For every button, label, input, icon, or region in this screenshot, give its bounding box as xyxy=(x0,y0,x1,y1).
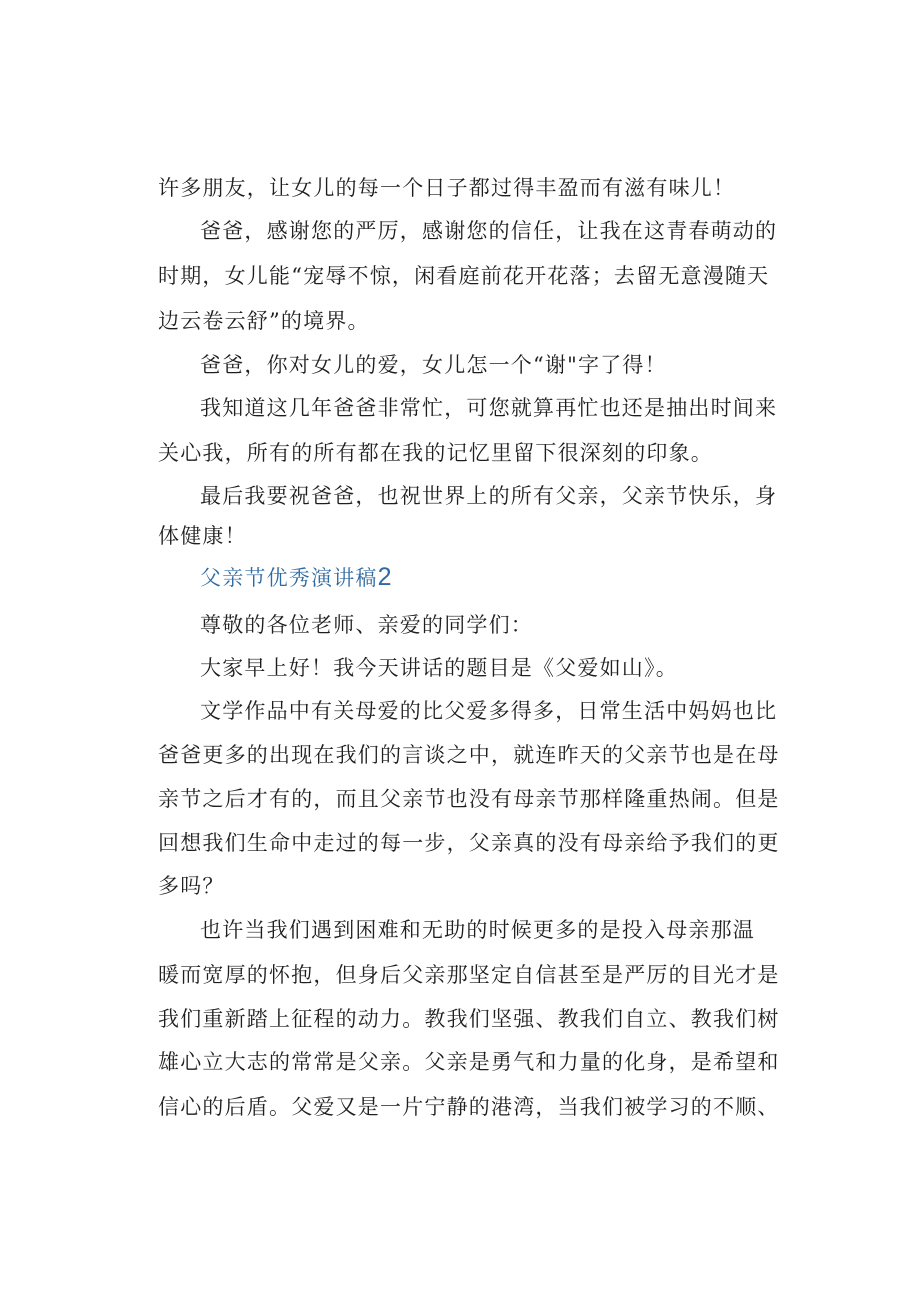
body-line: 许多朋友，让女儿的每一个日子都过得丰盈而有滋有味儿！ xyxy=(158,176,736,200)
paragraph-start-line: 爸爸，感谢您的严厉，感谢您的信任，让我在这青春萌动的 xyxy=(200,219,778,243)
body-line: 关心我，所有的所有都在我的记忆里留下很深刻的印象。 xyxy=(158,441,713,465)
paragraph-start-line: 文学作品中有关母爱的比父爱多得多，日常生活中妈妈也比 xyxy=(200,699,778,723)
body-line: 我们重新踏上征程的动力。教我们坚强、教我们自立、教我们树 xyxy=(158,1007,780,1031)
paragraph-start-line: 大家早上好！我今天讲话的题目是《父爱如山》。 xyxy=(200,656,678,680)
body-line: 信心的后盾。父爱又是一片宁静的港湾，当我们被学习的不顺、 xyxy=(158,1095,780,1119)
body-line: 爸爸更多的出现在我们的言谈之中，就连昨天的父亲节也是在母 xyxy=(158,743,780,767)
body-line: 亲节之后才有的，而且父亲节也没有母亲节那样隆重热闹。但是 xyxy=(158,787,780,811)
paragraph-start-line: 我知道这几年爸爸非常忙，可您就算再忙也还是抽出时间来 xyxy=(200,396,778,420)
paragraph-start-line: 最后我要祝爸爸，也祝世界上的所有父亲，父亲节快乐，身 xyxy=(200,484,778,508)
body-line: 回想我们生命中走过的每一步，父亲真的没有母亲给予我们的更 xyxy=(158,831,780,855)
body-line: 多吗？ xyxy=(158,874,225,898)
section-heading xyxy=(200,562,393,593)
paragraph-start-line: 爸爸，你对女儿的爱，女儿怎一个“谢"字了得！ xyxy=(200,353,667,377)
section-heading-number: 2 xyxy=(377,563,393,591)
body-line: 体健康！ xyxy=(158,524,247,548)
body-line: 边云卷云舒”的境界。 xyxy=(158,309,370,333)
paragraph-start-line: 尊敬的各位老师、亲爱的同学们： xyxy=(200,613,533,637)
body-line: 雄心立大志的常常是父亲。父亲是勇气和力量的化身，是希望和 xyxy=(158,1050,780,1074)
section-heading-title: 父亲节优秀演讲稿 xyxy=(200,566,378,590)
body-line: 时期，女儿能“宠辱不惊，闲看庭前花开花落；去留无意漫随天 xyxy=(158,264,770,288)
paragraph-start-line: 也许当我们遇到困难和无助的时候更多的是投入母亲那温 xyxy=(200,918,755,942)
body-line: 暖而宽厚的怀抱，但身后父亲那坚定自信甚至是严厉的目光才是 xyxy=(158,963,780,987)
